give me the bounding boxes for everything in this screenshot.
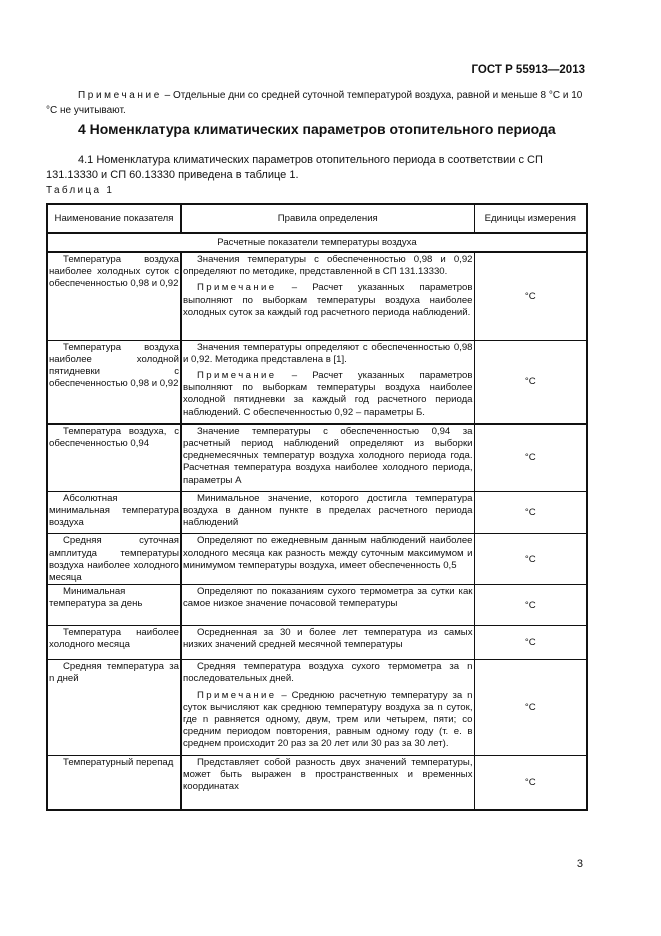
table-row: [47, 340, 587, 424]
parameter-name: Минимальная температура за день: [47, 585, 181, 626]
page-number: 3: [576, 858, 583, 870]
determination-rule: [181, 252, 474, 340]
note-text: – Отдельные дни со средней суточной температурой воздуха, равной и меньше 8 °С и 10 °С не учитывают.: [46, 90, 583, 116]
rule-note: [183, 370, 473, 419]
table-caption: Таблица 1: [46, 185, 115, 196]
unit: °С: [474, 340, 587, 424]
column-header: Наименование показателя: [47, 204, 181, 233]
rule-note: [183, 282, 473, 319]
determination-rule: [181, 424, 474, 492]
note-label: Примечание: [197, 689, 277, 701]
rule-text: Представляет собой разность двух значений температуры, может быть выражен в пространственных и временных координатах: [183, 756, 473, 792]
rule-text: Определяют по показаниям сухого термометра за сутки как самое низкое значение почасовой температуры: [183, 586, 473, 610]
climate-parameters-table: [46, 203, 588, 811]
note-text: – Среднюю расчетную температуру за n суток вычисляют как среднюю температуру воздуха за n суток, где n равняется одному, двум, трем или четырем, пяти; со средним периодом повторения, равным одному году (т. е. в среднем происходит 20 раз за 20 лет или 30 раз за 30 лет).: [183, 689, 473, 750]
note-label: Примечание: [197, 369, 277, 381]
determination-rule: [181, 626, 474, 660]
determination-rule: [181, 340, 474, 424]
table-row: [47, 660, 587, 755]
note-label: Примечание: [78, 90, 162, 101]
table-row: [47, 491, 587, 534]
unit: °С: [474, 660, 587, 755]
unit: °С: [474, 491, 587, 534]
unit: °С: [474, 424, 587, 492]
table-row: [47, 424, 587, 492]
unit: °С: [474, 534, 587, 585]
determination-rule: [181, 534, 474, 585]
determination-rule: [181, 755, 474, 810]
table-header-row: [47, 204, 587, 233]
table-row: [47, 534, 587, 585]
rule-text: Значения температуры с обеспеченностью 0,98 и 0,92 определяют по методике, представленной в СП 131.13330.: [183, 254, 473, 278]
parameter-name: Абсолютная минимальная температура воздуха: [47, 491, 181, 534]
determination-rule: [181, 585, 474, 626]
parameter-name: Средняя температура за n дней: [47, 660, 181, 755]
unit: °С: [474, 755, 587, 810]
section-paragraph: 4.1 Номенклатура климатических параметров отопительного периода в соответствии с СП 131.13330 и СП 60.13330 приведена в таблице 1.: [46, 154, 543, 181]
parameter-name: Температура воздуха наиболее холодных суток с обеспеченностью 0,98 и 0,92: [47, 252, 181, 340]
table-subheader: Расчетные показатели температуры воздуха: [47, 233, 587, 252]
unit: °С: [474, 626, 587, 660]
determination-rule: [181, 491, 474, 534]
column-header: Правила определения: [181, 204, 474, 233]
parameter-name: Средняя суточная амплитуда температуры воздуха наиболее холодного месяца: [49, 535, 179, 583]
rule-note: [183, 690, 473, 751]
rule-text: Минимальное значение, которого достигла температура воздуха в данном пункте в пределах расчетного периода наблюдений: [183, 492, 473, 529]
note-text: – Расчет указанных параметров выполняют по выборкам температуры воздуха наиболее холодной пятидневки за каждый год расчетного периода наблюдений. С обеспеченностью 0,92 – параметры Б.: [183, 369, 473, 418]
table-row: [47, 585, 587, 626]
unit: °С: [474, 585, 587, 626]
section-title: 4 Номенклатура климатических параметров отопительного периода: [78, 121, 556, 137]
note-text: – Расчет указанных параметров выполняют по выборкам температуры воздуха наиболее холодных суток за каждый год расчетного периода наблюдений.: [183, 282, 473, 318]
table-subheader-row: [47, 233, 587, 252]
table-row: [47, 755, 587, 810]
rule-text: Осредненная за 30 и более лет температура из самых низких значений средней месячной температуры: [183, 627, 473, 651]
rule-text: Значение температуры с обеспеченностью 0,94 за расчетный период наблюдений определяют из выборки среднемесячных температур воздуха холодного периода года. Расчетная температура воздуха наиболее холодного периода, параметры А: [183, 425, 473, 486]
column-header: Единицы измерения: [474, 204, 587, 233]
parameter-name: Температурный перепад: [47, 755, 181, 810]
parameter-name: Температура наиболее холодного месяца: [47, 626, 181, 660]
parameter-name: Температура воздуха, с обеспеченностью 0,94: [47, 424, 181, 492]
unit: °С: [474, 252, 587, 340]
rule-text: Определяют по ежедневным данным наблюдений наиболее холодного месяца как разность между суточным максимумом и минимумом температуры воздуха, имеет обеспеченность 0,5: [183, 535, 473, 571]
top-note: [46, 88, 586, 118]
table-row: [47, 252, 587, 340]
rule-text: Средняя температура воздуха сухого термометра за n последовательных дней.: [183, 661, 473, 685]
table-row: [47, 626, 587, 660]
rule-text: Значения температуры определяют с обеспеченностью 0,98 и 0,92. Методика представлена в [1].: [183, 341, 473, 365]
document-id: ГОСТ Р 55913—2013: [471, 64, 585, 76]
parameter-name: Температура воздуха наиболее холодной пятидневки с обеспеченностью 0,98 и 0,92: [47, 340, 181, 424]
note-label: Примечание: [197, 282, 277, 294]
determination-rule: [181, 660, 474, 755]
